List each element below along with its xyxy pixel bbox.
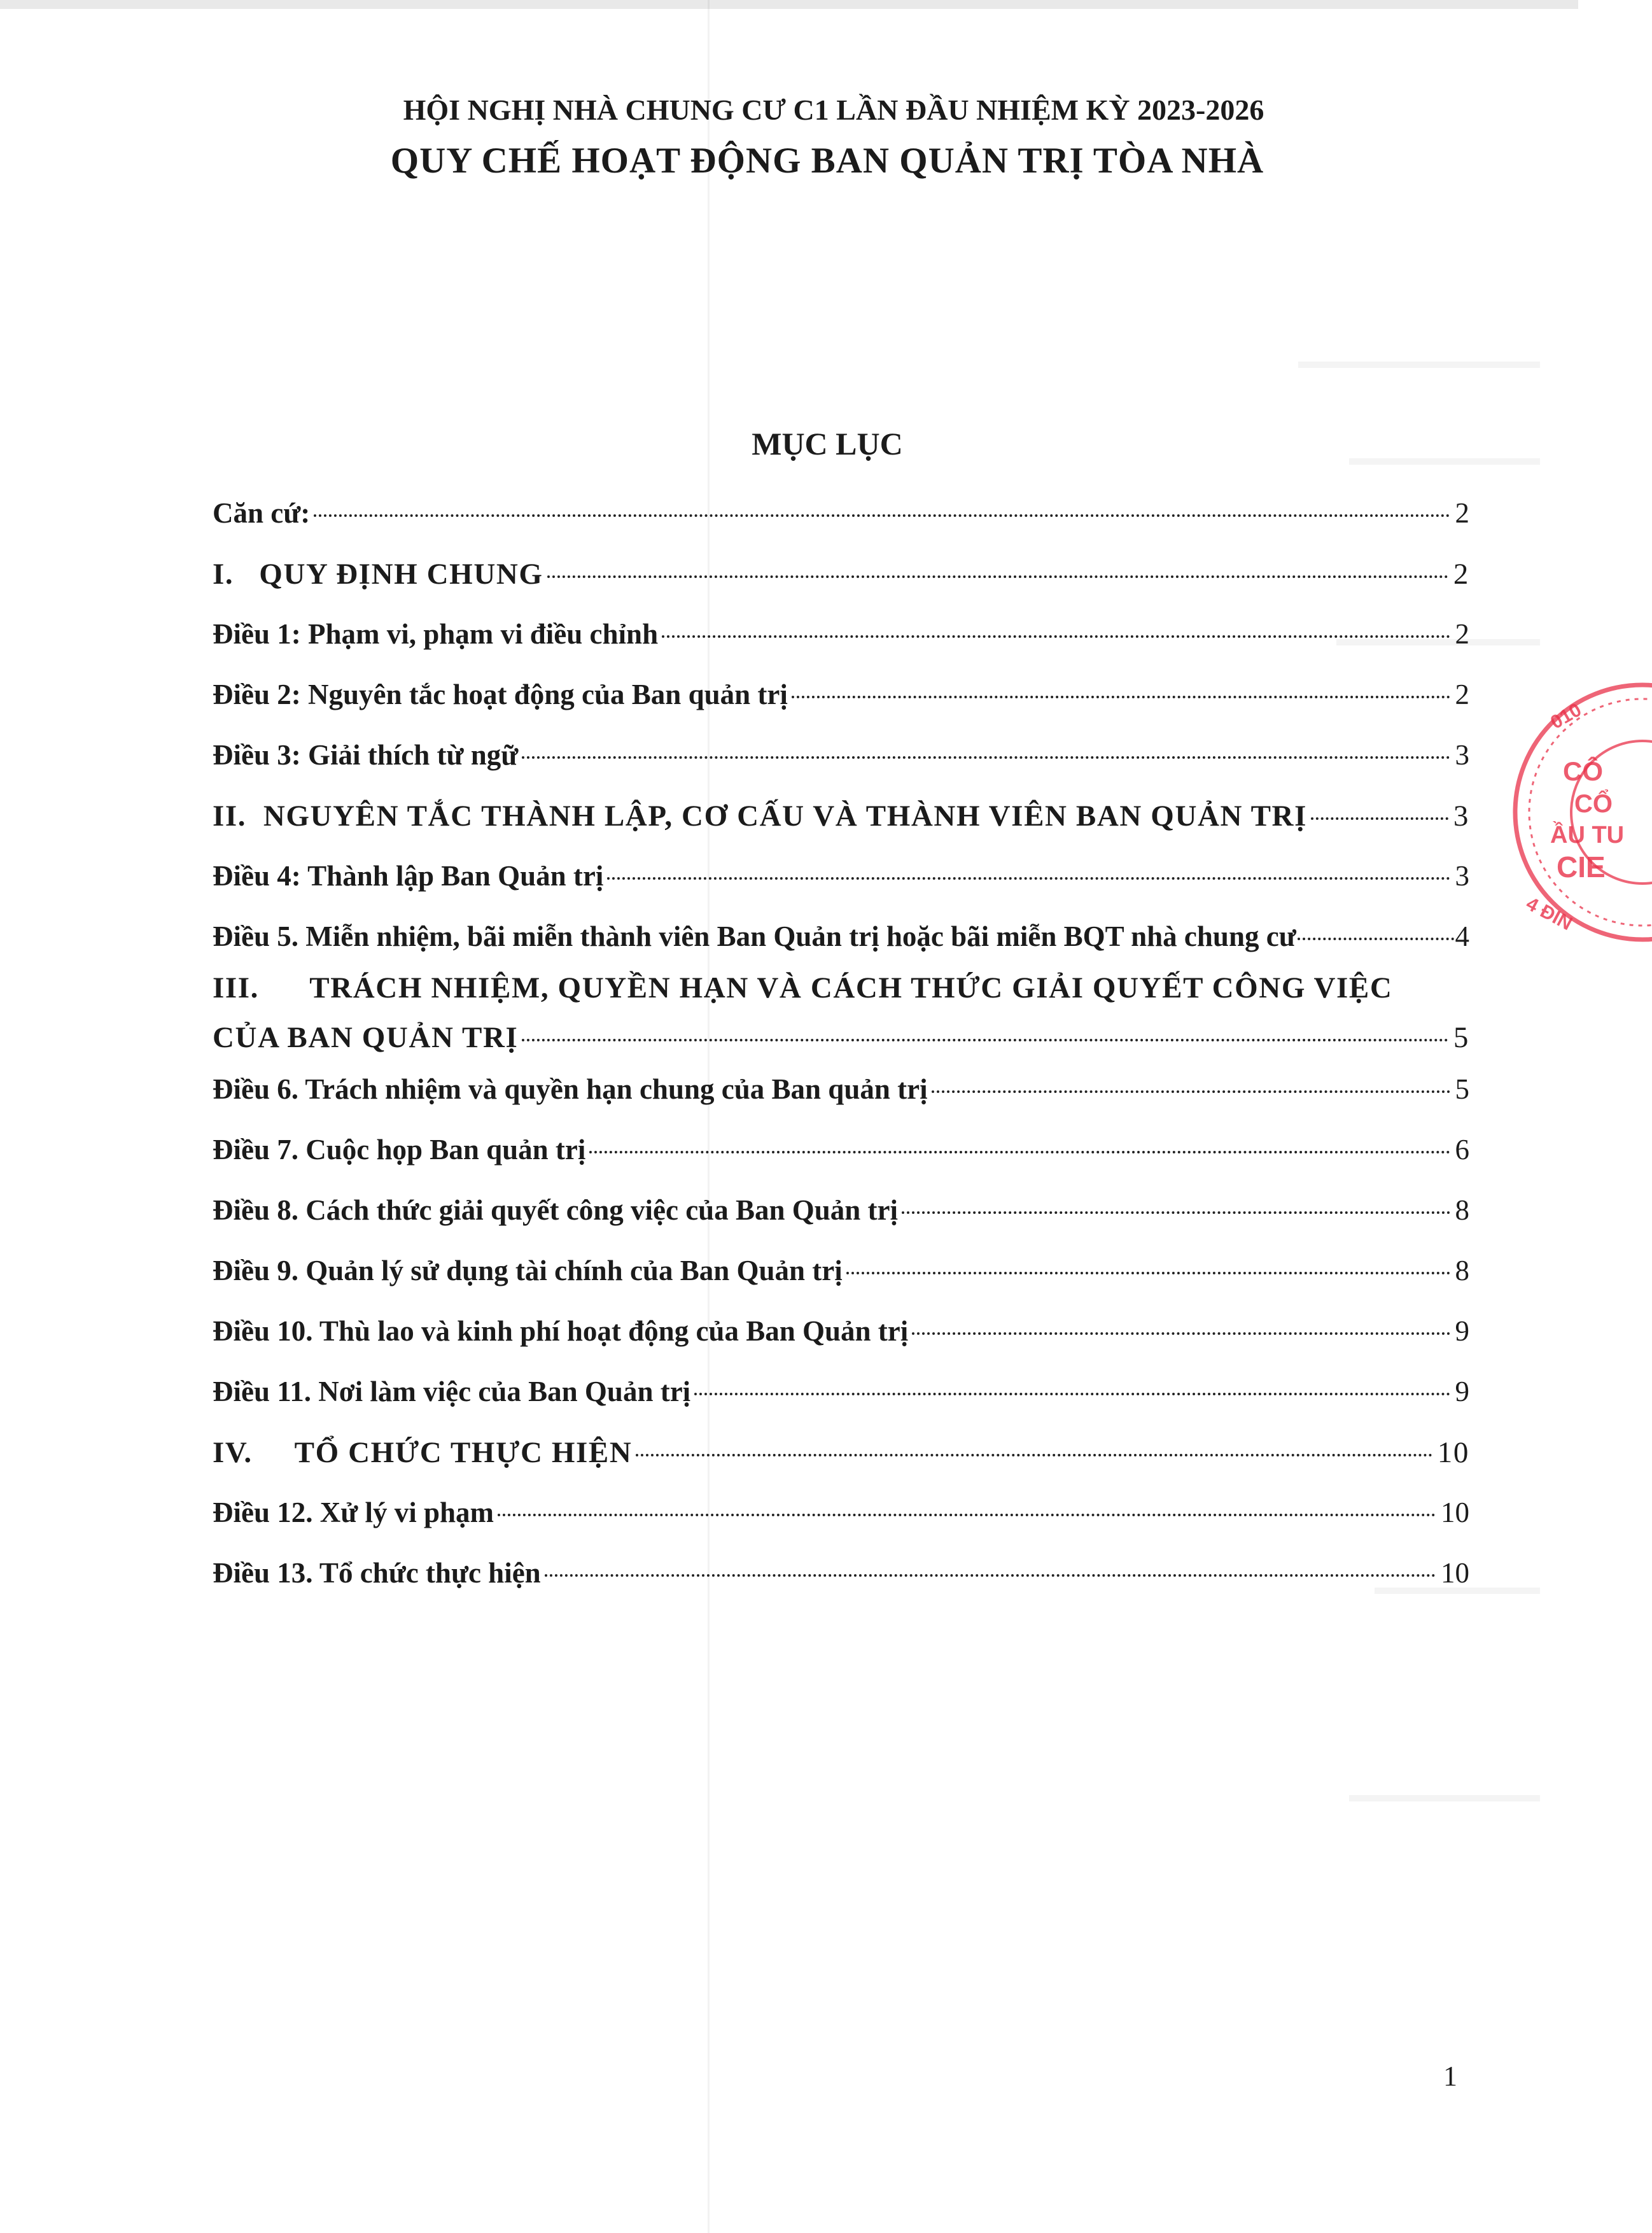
- toc-entry[interactable]: [213, 738, 1469, 783]
- toc-entry-page: 8: [1455, 1255, 1469, 1286]
- toc-entry-text: Điều 1: Phạm vi, phạm vi điều chỉnh: [213, 618, 659, 650]
- dot-leader: [589, 1151, 1450, 1153]
- toc-entry-page: 9: [1455, 1376, 1469, 1407]
- toc-entry-text-line2: CỦA BAN QUẢN TRỊ: [213, 1021, 519, 1054]
- dot-leader: [522, 1039, 1448, 1041]
- toc-entry[interactable]: [213, 617, 1469, 662]
- company-seal-stamp: [1506, 659, 1652, 965]
- toc-entry-page: 10: [1441, 1557, 1469, 1589]
- toc-entry[interactable]: [213, 971, 1469, 1060]
- dot-leader: [846, 1272, 1450, 1274]
- dot-leader: [662, 635, 1450, 638]
- dot-leader: [314, 514, 1450, 517]
- toc-entry[interactable]: [213, 1496, 1469, 1540]
- page-number: 1: [1443, 2060, 1457, 2092]
- dot-leader: [522, 756, 1450, 759]
- toc-entry[interactable]: [213, 1194, 1469, 1238]
- dot-leader: [498, 1514, 1436, 1516]
- dot-leader: [792, 696, 1450, 698]
- stamp-text: ẦU TU: [1550, 822, 1625, 849]
- document-header-line1: HỘI NGHỊ NHÀ CHUNG CƯ C1 LẦN ĐẦU NHIỆM KỲ 2023-2026: [403, 94, 1264, 126]
- toc-entry[interactable]: [213, 678, 1469, 722]
- bleed-through-mark: [1349, 1795, 1540, 1801]
- toc-entry-page: 4: [1455, 920, 1469, 952]
- toc-entry[interactable]: [213, 799, 1469, 843]
- toc-entry-page: 2: [1455, 497, 1469, 529]
- toc-entry-page: 3: [1453, 800, 1469, 833]
- toc-entry-page: 6: [1455, 1134, 1469, 1166]
- toc-entry-text: Điều 6. Trách nhiệm và quyền hạn chung của Ban quản trị: [213, 1073, 928, 1105]
- toc-entry-page: 2: [1453, 558, 1469, 591]
- toc-entry-text: IV. TỔ CHỨC THỰC HIỆN: [213, 1436, 633, 1469]
- toc-entry[interactable]: [213, 497, 1469, 541]
- toc-entry-page: 5: [1455, 1073, 1469, 1105]
- toc-entry-continuation: [213, 1020, 1469, 1065]
- toc-entry-text: Điều 5. Miễn nhiệm, bãi miễn thành viên Ban Quản trị hoặc bãi miễn BQT nhà chung cư: [213, 920, 1296, 952]
- toc-entry-text: Điều 2: Nguyên tắc hoạt động của Ban quản trị: [213, 679, 788, 710]
- toc-entry[interactable]: [213, 1556, 1469, 1601]
- toc-entry-page: 3: [1455, 739, 1469, 771]
- toc-entry[interactable]: [213, 1435, 1469, 1480]
- toc-entry[interactable]: [213, 920, 1469, 964]
- toc-entry[interactable]: [213, 1133, 1469, 1178]
- toc-entry-text: II. NGUYÊN TẮC THÀNH LẬP, CƠ CẤU VÀ THÀNH VIÊN BAN QUẢN TRỊ: [213, 800, 1307, 833]
- toc-entry[interactable]: [213, 1073, 1469, 1117]
- dot-leader: [902, 1211, 1450, 1214]
- dot-leader: [1311, 817, 1448, 820]
- document-title: QUY CHẾ HOẠT ĐỘNG BAN QUẢN TRỊ TÒA NHÀ: [390, 141, 1264, 181]
- toc-entry[interactable]: [213, 1375, 1469, 1419]
- dot-leader: [545, 1574, 1436, 1577]
- toc-entry-text: Điều 4: Thành lập Ban Quản trị: [213, 860, 604, 892]
- toc-entry-text: Điều 11. Nơi làm việc của Ban Quản trị: [213, 1376, 691, 1407]
- toc-entry-text: Điều 8. Cách thức giải quyết công việc của Ban Quản trị: [213, 1194, 899, 1226]
- toc-entry-text: Điều 13. Tổ chức thực hiện: [213, 1557, 541, 1589]
- dot-leader: [932, 1090, 1450, 1093]
- toc-title: MỤC LỤC: [752, 426, 903, 461]
- dot-leader: [694, 1393, 1450, 1395]
- dot-leader: [636, 1454, 1432, 1456]
- stamp-text: CÔ: [1563, 756, 1603, 786]
- dot-leader: [912, 1332, 1450, 1335]
- toc-entry-text: Điều 7. Cuộc họp Ban quản trị: [213, 1134, 586, 1166]
- toc-entry-page: 10: [1437, 1436, 1469, 1469]
- scan-edge: [0, 0, 1578, 9]
- dot-leader: [1298, 938, 1454, 940]
- toc-entry-page: 2: [1455, 618, 1469, 650]
- stamp-text: CỔ: [1574, 790, 1613, 818]
- toc-entry-page: 10: [1441, 1497, 1469, 1528]
- toc-entry[interactable]: [213, 1254, 1469, 1299]
- stamp-text: 010: [1547, 699, 1585, 734]
- bleed-through-mark: [1298, 362, 1540, 368]
- toc-entry-page: 8: [1455, 1194, 1469, 1226]
- toc-entry-text: Căn cứ:: [213, 497, 311, 529]
- stamp-text: CIE: [1557, 850, 1606, 884]
- toc-entry[interactable]: [213, 859, 1469, 904]
- toc-entry[interactable]: [213, 557, 1469, 602]
- toc-entry-page: 5: [1453, 1021, 1469, 1054]
- dot-leader: [547, 575, 1448, 578]
- toc-entry-text: Điều 9. Quản lý sử dụng tài chính của Ban Quản trị: [213, 1255, 843, 1286]
- toc-entry-text: Điều 3: Giải thích từ ngữ: [213, 739, 519, 771]
- toc-entry-text: Điều 12. Xử lý vi phạm: [213, 1497, 494, 1528]
- toc-entry-text: III. TRÁCH NHIỆM, QUYỀN HẠN VÀ CÁCH THỨC GIẢI QUYẾT CÔNG VIỆC: [213, 971, 1393, 1004]
- stamp-text: 4 ĐIN: [1522, 893, 1576, 935]
- toc-entry-page: 2: [1455, 679, 1469, 710]
- toc-entry-page: 9: [1455, 1315, 1469, 1347]
- toc-entry-text: Điều 10. Thù lao và kinh phí hoạt động của Ban Quản trị: [213, 1315, 909, 1347]
- dot-leader: [607, 877, 1450, 880]
- toc-entry-text: I. QUY ĐỊNH CHUNG: [213, 558, 543, 591]
- toc-entry-page: 3: [1455, 860, 1469, 892]
- toc-entry[interactable]: [213, 1314, 1469, 1359]
